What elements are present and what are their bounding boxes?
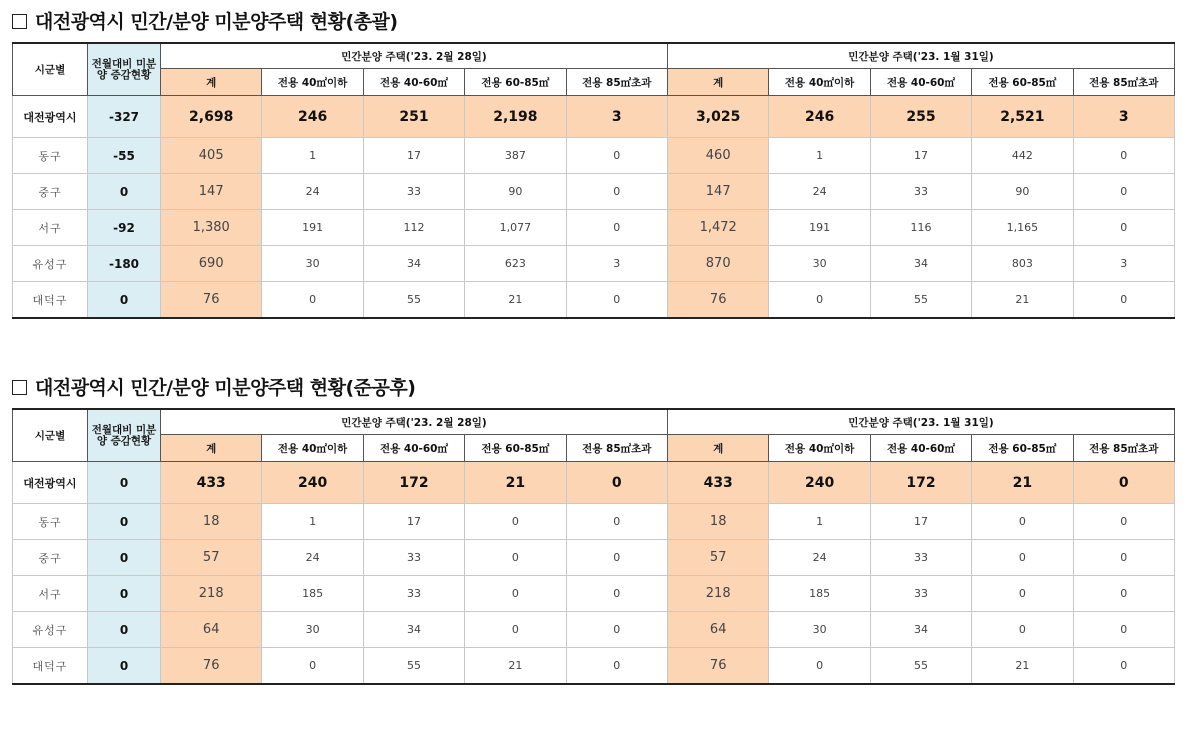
prev-value: 3 [1073,96,1174,138]
region-name: 동구 [13,504,88,540]
change-value: -327 [88,96,161,138]
change-value: 0 [88,174,161,210]
prev-value: 18 [668,504,769,540]
header-group-current: 민간분양 주택('23. 2월 28일) [161,409,668,435]
header-col: 계 [668,435,769,462]
prev-value: 3,025 [668,96,769,138]
region-name: 동구 [13,138,88,174]
prev-value: 0 [769,282,870,319]
prev-value: 33 [870,576,971,612]
header-col: 전용 60-85㎡ [972,69,1073,96]
section-1-title [12,7,398,34]
prev-value: 1,165 [972,210,1073,246]
prev-value: 76 [668,282,769,319]
change-value: 0 [88,648,161,685]
current-value: 0 [465,612,566,648]
current-value: 0 [566,210,667,246]
table-row [13,612,1175,648]
table-row [13,174,1175,210]
current-value: 405 [161,138,262,174]
prev-value: 24 [769,174,870,210]
current-value: 17 [363,138,464,174]
header-col: 전용 40-60㎡ [363,69,464,96]
prev-value: 0 [1073,576,1174,612]
current-value: 1,077 [465,210,566,246]
prev-value: 64 [668,612,769,648]
table-row-total [13,96,1175,138]
header-col: 전용 40-60㎡ [870,69,971,96]
prev-value: 21 [972,648,1073,685]
prev-value: 55 [870,648,971,685]
section-2-title [12,373,415,400]
current-value: 55 [363,648,464,685]
prev-value: 433 [668,462,769,504]
current-value: 0 [262,282,363,319]
current-value: 21 [465,648,566,685]
prev-value: 185 [769,576,870,612]
current-value: 251 [363,96,464,138]
current-value: 17 [363,504,464,540]
current-value: 64 [161,612,262,648]
current-value: 147 [161,174,262,210]
header-col: 전용 40-60㎡ [363,435,464,462]
prev-value: 21 [972,282,1073,319]
change-value: -92 [88,210,161,246]
header-col: 전용 60-85㎡ [972,435,1073,462]
header-row-groups [13,43,1175,69]
prev-value: 0 [1073,612,1174,648]
current-value: 76 [161,648,262,685]
prev-value: 803 [972,246,1073,282]
region-name: 대덕구 [13,648,88,685]
header-sigun: 시군별 [13,43,88,96]
prev-value: 0 [1073,648,1174,685]
current-value: 0 [566,612,667,648]
current-value: 24 [262,174,363,210]
current-value: 21 [465,462,566,504]
table-row-total [13,462,1175,504]
region-name: 대전광역시 [13,96,88,138]
change-value: -180 [88,246,161,282]
prev-value: 442 [972,138,1073,174]
current-value: 1 [262,138,363,174]
header-col: 전용 40㎡이하 [262,435,363,462]
current-value: 0 [465,576,566,612]
header-row-columns [13,69,1175,96]
change-value: 0 [88,462,161,504]
table-row [13,282,1175,319]
header-col: 계 [668,69,769,96]
current-value: 0 [465,540,566,576]
prev-value: 0 [1073,540,1174,576]
section-title-text: 대전광역시 민간/분양 미분양주택 현황(총괄) [35,11,398,33]
section-title-text: 대전광역시 민간/분양 미분양주택 현황(준공후) [35,377,416,399]
prev-value: 90 [972,174,1073,210]
change-value: -55 [88,138,161,174]
prev-value: 33 [870,174,971,210]
prev-value: 0 [1073,138,1174,174]
current-value: 33 [363,576,464,612]
header-col: 전용 85㎡초과 [566,69,667,96]
prev-value: 246 [769,96,870,138]
current-value: 0 [566,462,667,504]
prev-value: 3 [1073,246,1174,282]
prev-value: 460 [668,138,769,174]
current-value: 387 [465,138,566,174]
prev-value: 0 [972,504,1073,540]
current-value: 112 [363,210,464,246]
prev-value: 57 [668,540,769,576]
current-value: 1,380 [161,210,262,246]
current-value: 18 [161,504,262,540]
prev-value: 1,472 [668,210,769,246]
prev-value: 21 [972,462,1073,504]
prev-value: 0 [1073,504,1174,540]
prev-value: 55 [870,282,971,319]
prev-value: 870 [668,246,769,282]
current-value: 34 [363,612,464,648]
prev-value: 0 [1073,174,1174,210]
change-value: 0 [88,504,161,540]
change-value: 0 [88,612,161,648]
current-value: 3 [566,96,667,138]
current-value: 90 [465,174,566,210]
header-group-current: 민간분양 주택('23. 2월 28일) [161,43,668,69]
current-value: 623 [465,246,566,282]
current-value: 240 [262,462,363,504]
prev-value: 30 [769,246,870,282]
prev-value: 172 [870,462,971,504]
prev-value: 240 [769,462,870,504]
region-name: 대덕구 [13,282,88,319]
prev-value: 218 [668,576,769,612]
current-value: 55 [363,282,464,319]
table-row [13,540,1175,576]
current-value: 30 [262,246,363,282]
header-change: 전월대비 미분양 증감현황 [88,409,161,462]
region-name: 중구 [13,540,88,576]
current-value: 33 [363,540,464,576]
table-row [13,576,1175,612]
current-value: 0 [566,648,667,685]
current-value: 24 [262,540,363,576]
prev-value: 0 [972,540,1073,576]
current-value: 0 [566,174,667,210]
header-col: 계 [161,435,262,462]
prev-value: 0 [1073,210,1174,246]
current-value: 185 [262,576,363,612]
header-group-prev: 민간분양 주택('23. 1월 31일) [668,409,1175,435]
current-value: 2,198 [465,96,566,138]
change-value: 0 [88,282,161,319]
current-value: 0 [566,576,667,612]
prev-value: 1 [769,504,870,540]
header-sigun: 시군별 [13,409,88,462]
header-col: 전용 60-85㎡ [465,69,566,96]
prev-value: 34 [870,246,971,282]
prev-value: 17 [870,504,971,540]
prev-value: 0 [972,576,1073,612]
current-value: 246 [262,96,363,138]
current-value: 0 [566,540,667,576]
current-value: 2,698 [161,96,262,138]
header-row-groups [13,409,1175,435]
header-change: 전월대비 미분양 증감현황 [88,43,161,96]
table-row [13,246,1175,282]
header-col: 전용 40㎡이하 [769,69,870,96]
region-name: 서구 [13,576,88,612]
prev-value: 30 [769,612,870,648]
change-value: 0 [88,540,161,576]
header-col: 계 [161,69,262,96]
current-value: 0 [566,504,667,540]
header-col: 전용 40㎡이하 [769,435,870,462]
current-value: 0 [566,282,667,319]
header-group-prev: 민간분양 주택('23. 1월 31일) [668,43,1175,69]
header-row-columns [13,435,1175,462]
region-name: 서구 [13,210,88,246]
current-value: 33 [363,174,464,210]
current-value: 30 [262,612,363,648]
current-value: 0 [566,138,667,174]
header-col: 전용 85㎡초과 [1073,69,1174,96]
current-value: 191 [262,210,363,246]
current-value: 34 [363,246,464,282]
prev-value: 1 [769,138,870,174]
checkbox-square-icon [12,14,27,29]
current-value: 0 [465,504,566,540]
prev-value: 147 [668,174,769,210]
prev-value: 0 [769,648,870,685]
region-name: 대전광역시 [13,462,88,504]
header-col: 전용 60-85㎡ [465,435,566,462]
current-value: 218 [161,576,262,612]
table-row [13,210,1175,246]
prev-value: 255 [870,96,971,138]
table-row [13,504,1175,540]
prev-value: 0 [1073,462,1174,504]
summary-table [12,42,1175,319]
current-value: 3 [566,246,667,282]
prev-value: 191 [769,210,870,246]
header-col: 전용 40㎡이하 [262,69,363,96]
prev-value: 116 [870,210,971,246]
current-value: 0 [262,648,363,685]
prev-value: 76 [668,648,769,685]
current-value: 172 [363,462,464,504]
header-col: 전용 85㎡초과 [566,435,667,462]
table-row [13,648,1175,685]
change-value: 0 [88,576,161,612]
header-col: 전용 85㎡초과 [1073,435,1174,462]
prev-value: 24 [769,540,870,576]
checkbox-square-icon [12,380,27,395]
header-col: 전용 40-60㎡ [870,435,971,462]
current-value: 57 [161,540,262,576]
region-name: 유성구 [13,612,88,648]
prev-value: 17 [870,138,971,174]
prev-value: 34 [870,612,971,648]
current-value: 21 [465,282,566,319]
table-row [13,138,1175,174]
prev-value: 0 [972,612,1073,648]
prev-value: 0 [1073,282,1174,319]
current-value: 1 [262,504,363,540]
region-name: 유성구 [13,246,88,282]
current-value: 433 [161,462,262,504]
prev-value: 33 [870,540,971,576]
region-name: 중구 [13,174,88,210]
current-value: 76 [161,282,262,319]
current-value: 690 [161,246,262,282]
post-completion-table [12,408,1175,685]
prev-value: 2,521 [972,96,1073,138]
